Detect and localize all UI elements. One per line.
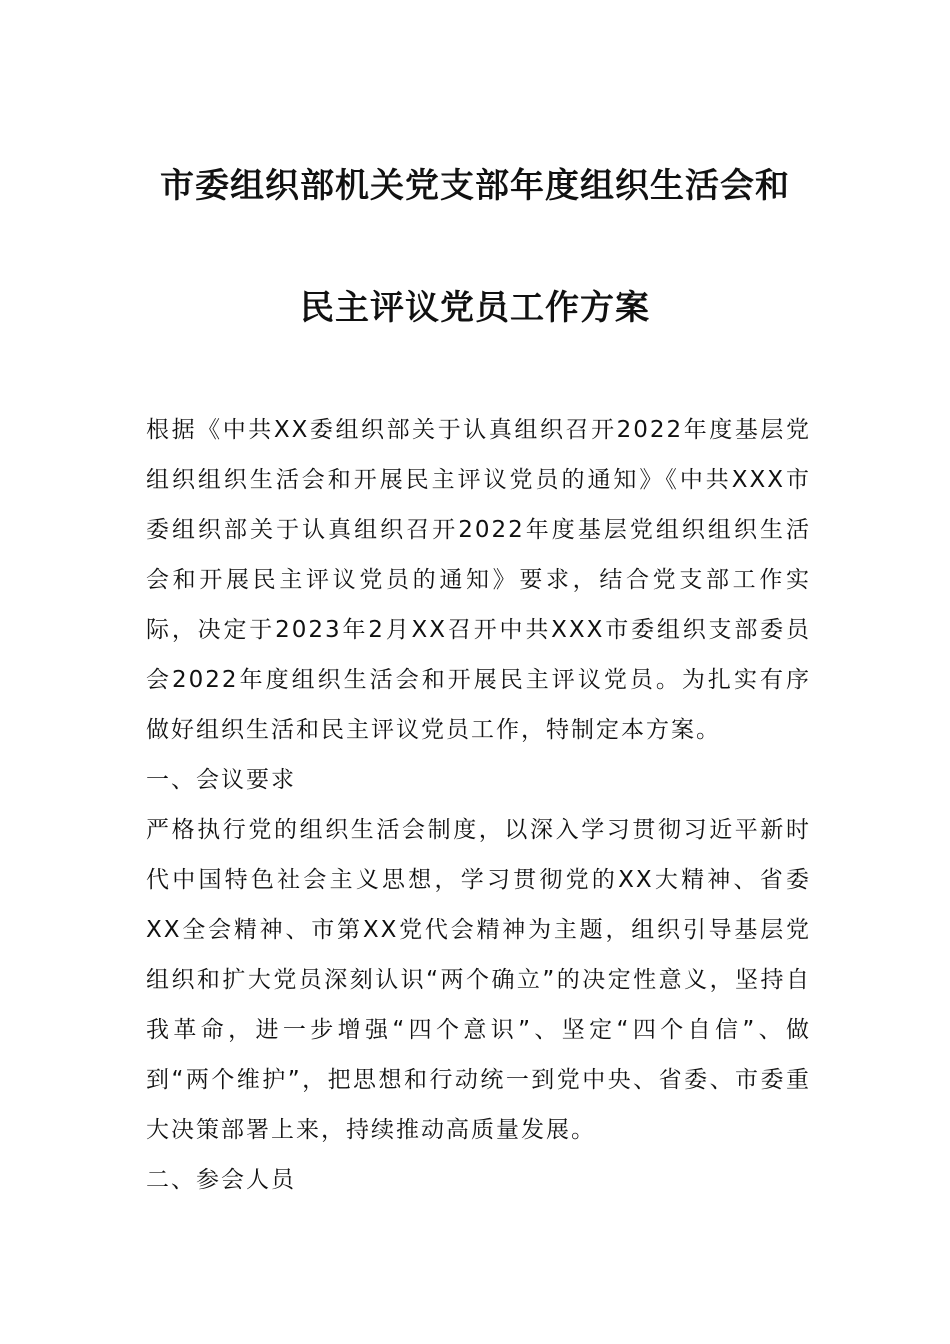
- document-body: [146, 405, 811, 1205]
- intro-paragraph: 根据《中共XX委组织部关于认真组织召开2022年度基层党组织组织生活会和开展民主评议党员的通知》《中共XXX市委组织部关于认真组织召开2022年度基层党组织组织生活会和开展民主评议党员的通知》要求，结合党支部工作实际，决定于2023年2月XX召开中共XXX市委组织支部委员会2022年度组织生活会和开展民主评议党员。为扎实有序做好组织生活和民主评议党员工作，特制定本方案。: [146, 417, 811, 743]
- section-heading-meeting-requirements: 一、会议要求: [146, 767, 296, 793]
- meeting-requirements-paragraph: 严格执行党的组织生活会制度，以深入学习贯彻习近平新时代中国特色社会主义思想，学习贯彻党的XX大精神、省委XX全会精神、市第XX党代会精神为主题，组织引导基层党组织和扩大党员深刻认识“两个确立”的决定性意义，坚持自我革命，进一步增强“四个意识”、坚定“四个自信”、做到“两个维护”，把思想和行动统一到党中央、省委、市委重大决策部署上来，持续推动高质量发展。: [146, 817, 811, 1143]
- document-title-line-2: 民主评议党员工作方案: [300, 288, 650, 328]
- document-title-line-1: 市委组织部机关党支部年度组织生活会和: [160, 166, 790, 206]
- section-heading-attendees: 二、参会人员: [146, 1167, 296, 1193]
